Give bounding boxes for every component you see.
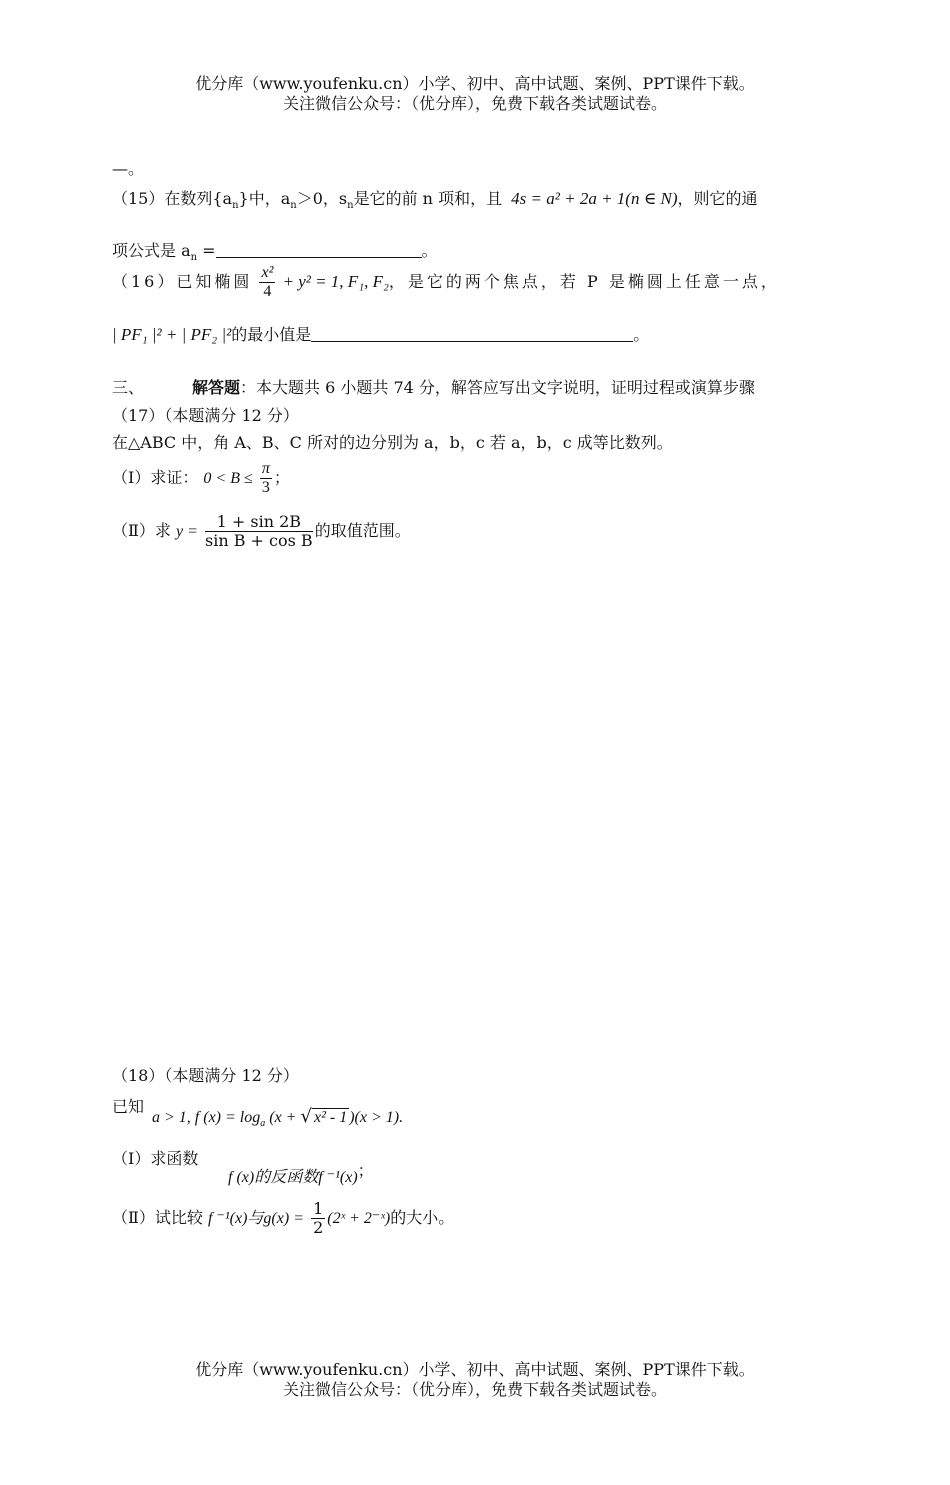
q18-p2-num: 1 bbox=[313, 1199, 324, 1218]
q17-p2-y: y = bbox=[175, 523, 198, 540]
q18-p2-fraction bbox=[311, 1200, 325, 1237]
q15-line2-sub: n bbox=[190, 252, 198, 263]
q17-p2-label: （Ⅱ）求 bbox=[112, 521, 171, 540]
q17-p1-end: ； bbox=[273, 468, 290, 487]
q16-line-2 bbox=[112, 322, 649, 345]
q16-frac-num: x² bbox=[261, 264, 274, 281]
footer-line-2: 关注微信公众号：（优分库），免费下载各类试题试卷。 bbox=[282, 1380, 667, 1399]
q15-line-2 bbox=[112, 238, 438, 263]
q18-p1-label: （Ⅰ）求函数 bbox=[112, 1149, 199, 1168]
q16-frac-den: 4 bbox=[263, 283, 272, 300]
q18-p2-end: 的大小。 bbox=[390, 1208, 455, 1227]
section-3-text: ：本大题共 6 小题共 74 分，解答应写出文字说明，证明过程或演算步骤 bbox=[240, 378, 755, 397]
q15-text-b: }中，a bbox=[238, 189, 291, 208]
section-3-bold: 解答题 bbox=[192, 378, 241, 397]
q18-known: 已知 bbox=[112, 1097, 145, 1116]
q15-sub-1: n bbox=[232, 200, 239, 211]
q16-text-a: （16）已知椭圆 bbox=[112, 272, 253, 291]
q16-answer-blank bbox=[311, 327, 633, 342]
q18-p2-expr-b: (2ˣ + 2⁻ˣ) bbox=[327, 1210, 391, 1227]
q15-text-c: ＞0，s bbox=[296, 189, 348, 208]
q17-p1-num: π bbox=[261, 460, 270, 477]
q15-text-e: ，则它的通 bbox=[677, 189, 758, 208]
q15-line2-end: 。 bbox=[421, 241, 438, 260]
q15-formula: 4s = a² + 2a + 1(n ∈ N) bbox=[511, 189, 678, 208]
q16-text-b: ，是它的两个焦点，若 P 是椭圆上任意一点， bbox=[388, 272, 780, 291]
q15-sub-2: n bbox=[290, 200, 297, 211]
q15-sub-3: n bbox=[347, 200, 354, 211]
q16-text-end: 。 bbox=[633, 325, 650, 344]
q17-part-1 bbox=[112, 460, 290, 497]
q16-line-1 bbox=[112, 264, 780, 301]
q18-given-a: a > 1, f (x) = log bbox=[152, 1109, 261, 1126]
q16-text-c: 的最小值是 bbox=[231, 325, 312, 344]
q17-title: （17）（本题满分 12 分） bbox=[112, 406, 299, 425]
q18-p1-formula bbox=[228, 1158, 374, 1187]
q16-expr: | PF₁ |² + | PF₂ |² bbox=[112, 325, 232, 344]
q15-answer-blank bbox=[216, 243, 422, 258]
q18-p1-end: ； bbox=[357, 1161, 374, 1180]
q17-stem: 在△ABC 中，角 A、B、C 所对的边分别为 a，b，c 若 a，b，c 成等比数列。 bbox=[112, 433, 673, 452]
q17-p1-den: 3 bbox=[261, 479, 270, 496]
header-line-2: 关注微信公众号：（优分库），免费下载各类试题试卷。 bbox=[282, 94, 667, 113]
q17-p1-fraction bbox=[260, 460, 272, 497]
q15-line2-text: 项公式是 a bbox=[112, 241, 191, 260]
q17-p1-label: （Ⅰ）求证： bbox=[112, 468, 199, 487]
q14-tail: —。 bbox=[112, 159, 145, 178]
q15-line2-eq: = bbox=[197, 241, 216, 260]
q18-given-sqrt: x² - 1 bbox=[313, 1109, 348, 1126]
q15-text-a: （15）在数列{a bbox=[112, 189, 233, 208]
q18-given: a > 1, f $(x) = \log_a (x$ + √ x² - 1 )(x > 1). bbox=[152, 1106, 404, 1129]
q17-p2-num: 1 + sin 2B bbox=[205, 513, 313, 532]
q16-fraction bbox=[259, 264, 275, 301]
q18-title: （18）（本题满分 12 分） bbox=[112, 1066, 299, 1085]
q18-p1-expr: f (x)的反函数f ⁻¹(x) bbox=[228, 1169, 358, 1186]
q15-text-d: 是它的前 n 项和，且 bbox=[353, 189, 503, 208]
q16-formula: + y² = 1, F₁, F₂ bbox=[282, 272, 389, 291]
q17-p2-den: sin B + cos B bbox=[204, 531, 313, 550]
q15-line-1 bbox=[112, 186, 758, 211]
q18-p2-den: 2 bbox=[313, 1218, 324, 1237]
q17-p1-expr: 0 < B ≤ bbox=[203, 470, 253, 487]
q18-given-sub: a bbox=[260, 1118, 266, 1129]
section-3-heading bbox=[112, 375, 755, 398]
footer-line-1: 优分库（www.youfenku.cn）小学、初中、高中试题、案例、PPT课件下载。 bbox=[195, 1360, 755, 1379]
q18-part-2 bbox=[112, 1200, 454, 1237]
q18-part-1 bbox=[112, 1146, 198, 1169]
q17-part-2 bbox=[112, 513, 411, 550]
q18-p2-expr-a: f ⁻¹(x)与g(x) = bbox=[207, 1210, 304, 1227]
header-line-1: 优分库（www.youfenku.cn）小学、初中、高中试题、案例、PPT课件下载。 bbox=[195, 74, 755, 93]
q18-given-mid: (x + bbox=[265, 1109, 301, 1126]
q18-p2-label: （Ⅱ）试比较 bbox=[112, 1208, 203, 1227]
section-3-num: 三、 bbox=[112, 378, 145, 397]
q17-p2-fraction bbox=[205, 513, 313, 550]
q18-given-end: )(x > 1). bbox=[349, 1109, 404, 1126]
q17-p2-end: 的取值范围。 bbox=[314, 521, 411, 540]
